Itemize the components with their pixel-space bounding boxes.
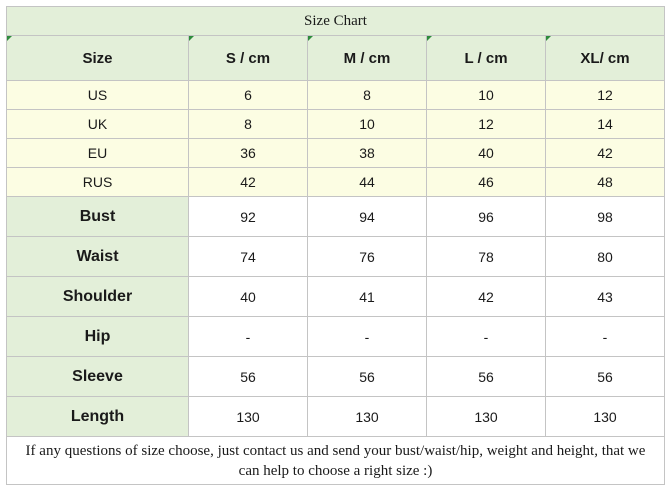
table-cell: 130 xyxy=(189,397,308,437)
table-cell: 12 xyxy=(427,110,546,139)
table-cell: 36 xyxy=(189,139,308,168)
table-cell: 38 xyxy=(308,139,427,168)
table-cell: 43 xyxy=(546,277,665,317)
row-label-rus: RUS xyxy=(6,168,189,197)
table-row xyxy=(6,317,665,357)
table-cell: - xyxy=(427,317,546,357)
table-cell: 92 xyxy=(189,197,308,237)
row-label-shoulder: Shoulder xyxy=(6,277,189,317)
table-cell: 98 xyxy=(546,197,665,237)
row-label-sleeve: Sleeve xyxy=(6,357,189,397)
table-row xyxy=(6,237,665,277)
table-cell: 41 xyxy=(308,277,427,317)
row-label-bust: Bust xyxy=(6,197,189,237)
header-size-label: Size xyxy=(6,36,189,81)
table-cell: 56 xyxy=(427,357,546,397)
table-cell: 10 xyxy=(427,81,546,110)
table-cell: 130 xyxy=(546,397,665,437)
row-label-hip: Hip xyxy=(6,317,189,357)
table-cell: 74 xyxy=(189,237,308,277)
size-chart-table xyxy=(6,6,665,490)
table-row xyxy=(6,168,665,197)
note-row xyxy=(6,437,665,485)
table-cell: - xyxy=(546,317,665,357)
table-cell: 76 xyxy=(308,237,427,277)
table-cell: 8 xyxy=(189,110,308,139)
table-cell: 130 xyxy=(427,397,546,437)
table-cell: 130 xyxy=(308,397,427,437)
table-cell: 78 xyxy=(427,237,546,277)
header-col-l: L / cm xyxy=(427,36,546,81)
header-col-xl: XL/ cm xyxy=(546,36,665,81)
table-cell: 6 xyxy=(189,81,308,110)
header-col-s: S / cm xyxy=(189,36,308,81)
table-cell: 56 xyxy=(308,357,427,397)
table-cell: 48 xyxy=(546,168,665,197)
table-cell: 56 xyxy=(189,357,308,397)
table-cell: 42 xyxy=(189,168,308,197)
table-cell: 10 xyxy=(308,110,427,139)
table-cell: 14 xyxy=(546,110,665,139)
size-advice-note: If any questions of size choose, just contact us and send your bust/waist/hip, weight and height, that we can help to choose a right size :) xyxy=(6,437,665,485)
table-cell: 46 xyxy=(427,168,546,197)
table-row xyxy=(6,110,665,139)
table-cell: 44 xyxy=(308,168,427,197)
table-row xyxy=(6,397,665,437)
table-cell: 8 xyxy=(308,81,427,110)
row-label-length: Length xyxy=(6,397,189,437)
table-row xyxy=(6,139,665,168)
table-cell: - xyxy=(308,317,427,357)
table-cell: - xyxy=(189,317,308,357)
table-row xyxy=(6,81,665,110)
table-cell: 40 xyxy=(189,277,308,317)
table-row xyxy=(6,197,665,237)
table-row xyxy=(6,277,665,317)
row-label-uk: UK xyxy=(6,110,189,139)
table-cell: 94 xyxy=(308,197,427,237)
header-col-m: M / cm xyxy=(308,36,427,81)
row-label-us: US xyxy=(6,81,189,110)
table-cell: 42 xyxy=(427,277,546,317)
table-cell: 42 xyxy=(546,139,665,168)
table-row xyxy=(6,357,665,397)
table-cell: 40 xyxy=(427,139,546,168)
header-row xyxy=(6,36,665,81)
size-chart-title-row xyxy=(6,6,665,36)
table-cell: 96 xyxy=(427,197,546,237)
size-chart-title: Size Chart xyxy=(6,6,665,36)
row-label-eu: EU xyxy=(6,139,189,168)
table-cell: 12 xyxy=(546,81,665,110)
row-label-waist: Waist xyxy=(6,237,189,277)
table-cell: 56 xyxy=(546,357,665,397)
table-cell: 80 xyxy=(546,237,665,277)
